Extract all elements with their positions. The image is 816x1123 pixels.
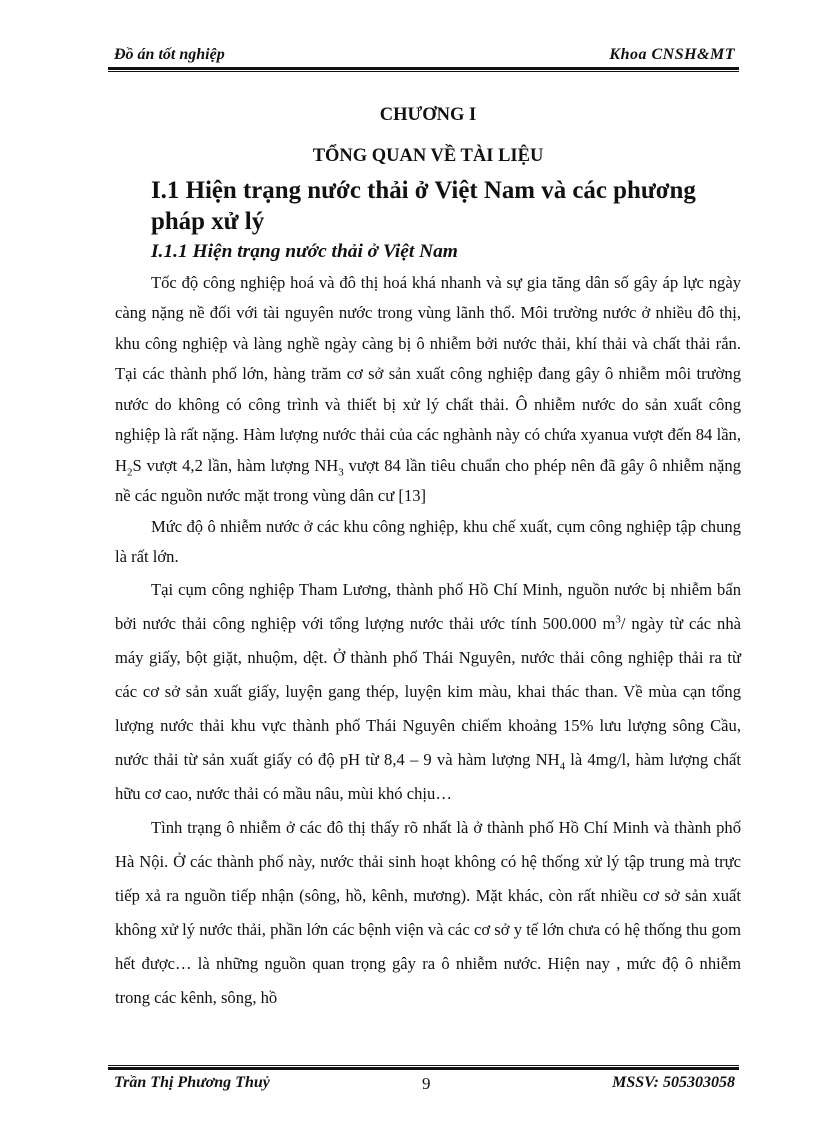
page-footer <box>108 1074 739 1096</box>
page-header <box>108 46 739 66</box>
paragraph-1: Tốc độ công nghiệp hoá và đô thị hoá khá nhanh và sự gia tăng dân số gây áp lực ngày càng nặng nề đối với tài nguyên nước trong vùng lãnh thổ. Môi trường nước ở nhiều đô thị, khu công nghiệp và làng nghề ngày càng bị ô nhiễm bởi nước thải, khí thải và chất thải rắn. Tại các thành phố lớn, hàng trăm cơ sở sản xuất công nghiệp đang gây ô nhiễm môi trường nước do không có công trình và thiết bị xử lý chất thải. Ô nhiễm nước do sản xuất công nghiệp là rất nặng. Hàm lượng nước thải của các nghành này có chứa xyanua vượt đến 84 lần, $H_2S$ vượt 4,2 lần, hàm lượng $NH_3$ vượt 84 lần tiêu chuẩn cho phép nên đã gây ô nhiễm nặng nề các nguồn nước mặt trong vùng dân cư [13] <box>115 272 741 505</box>
footer-author: Trần Thị Phương Thuỷ <box>114 1074 270 1091</box>
section-heading: I.1 Hiện trạng nước thải ở Việt Nam và các phương pháp xử lý <box>151 177 696 235</box>
subsection-heading: I.1.1 Hiện trạng nước thải ở Việt Nam <box>151 241 458 262</box>
footer-student-id: MSSV: 505303058 <box>612 1074 735 1091</box>
paragraph-3: Tại cụm công nghiệp Tham Lương, thành phố Hồ Chí Minh, nguồn nước bị nhiễm bẩn bởi nước thải công nghiệp với tổng lượng nước thải ước tính 500.000 $m^3/$ ngày từ các nhà máy giấy, bột giặt, nhuộm, dệt. Ở thành phố Thái Nguyên, nước thải công nghiệp thải ra từ các cơ sở sản xuất giấy, luyện gang thép, luyện kim màu, khai thác than. Về mùa cạn tổng lượng nước thải khu vực thành phố Thái Nguyên chiếm khoảng 15% lưu lượng sông Cầu, nước thải từ sản xuất giấy có độ pH từ 8,4 – 9 và hàm lượng $NH_4$ là 4mg/l, hàm lượng chất hữu cơ cao, nước thải có mầu nâu, mùi khó chịu… <box>115 579 741 803</box>
page-body <box>115 100 741 1015</box>
header-faculty-label: Khoa CNSH&MT <box>609 46 735 63</box>
chapter-number: CHƯƠNG I <box>379 105 477 125</box>
footer-divider <box>108 1065 739 1070</box>
header-thesis-label: Đồ án tốt nghiệp <box>114 46 225 63</box>
paragraph-4: Tình trạng ô nhiễm ở các đô thị thấy rõ nhất là ở thành phố Hồ Chí Minh và thành phố Hà Nội. Ở các thành phố này, nước thải sinh hoạt không có hệ thống xử lý tập trung mà trực tiếp xả ra nguồn tiếp nhận (sông, hồ, kênh, mương). Mặt khác, còn rất nhiều cơ sở sản xuất không xử lý nước thải, phần lớn các bệnh viện và các cơ sở y tế lớn chưa có hệ thống thu gom hết được… là những nguồn quan trọng gây ra ô nhiễm nước. Hiện nay , mức độ ô nhiễm trong các kênh, sông, hồ <box>115 817 741 1007</box>
header-divider <box>108 67 739 72</box>
paragraph-2: Mức độ ô nhiễm nước ở các khu công nghiệp, khu chế xuất, cụm công nghiệp tập chung là rất lớn. <box>115 516 741 566</box>
page-number: 9 <box>422 1074 431 1093</box>
chapter-title: TỔNG QUAN VỀ TÀI LIỆU <box>312 146 544 166</box>
